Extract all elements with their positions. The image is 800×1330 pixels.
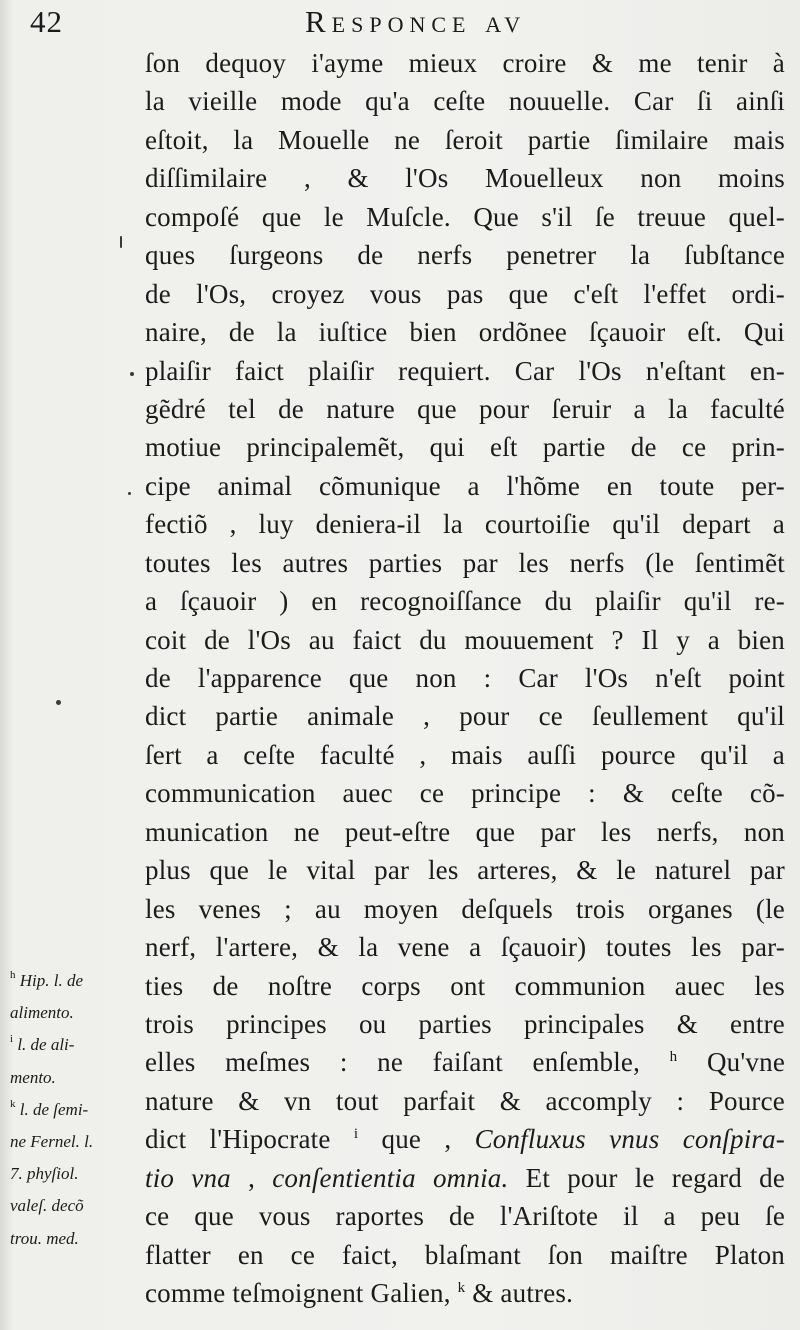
text-segment: Hip. l. de	[15, 971, 84, 990]
text-segment: gẽdré tel de nature que pour ſeruir a la faculté	[145, 393, 785, 424]
text-segment: conſentientia omnia.	[272, 1162, 509, 1193]
text-segment: ne Fernel. l.	[10, 1131, 94, 1151]
note-reference: h	[669, 1049, 678, 1066]
text-segment: valeſ. decõ	[10, 1196, 84, 1216]
text-line	[145, 813, 785, 851]
text-segment: l. de ali-	[13, 1035, 75, 1055]
text-segment: eſtoit, la Mouelle ne ſeroit partie ſimilaire mais	[145, 124, 785, 155]
note-reference: k	[10, 1097, 16, 1110]
text-line	[145, 697, 785, 735]
note-reference: h	[10, 969, 16, 981]
margin-note-line	[10, 1223, 146, 1255]
text-segment: ce que vous raportes de l'Ariſtote il a peu ſe	[145, 1201, 785, 1232]
text-segment: alimento.	[10, 1003, 74, 1023]
body-text	[145, 44, 785, 1312]
text-line	[145, 467, 785, 505]
text-segment: trois principes ou parties principales & entre	[145, 1008, 785, 1039]
text-line	[145, 1159, 785, 1197]
text-line	[145, 121, 785, 159]
page-number: 42	[30, 4, 63, 39]
margin-note-line	[10, 1029, 146, 1061]
margin-notes	[10, 965, 146, 1255]
text-segment: 7. phyſiol.	[10, 1164, 79, 1184]
margin-note-line	[10, 1062, 146, 1094]
text-segment: cipe animal cõmunique a l'hõme en toute per-	[145, 470, 785, 501]
text-line	[145, 428, 785, 466]
text-segment: elles meſmes : ne faiſant enſemble,	[145, 1047, 670, 1078]
text-line	[145, 1082, 785, 1120]
margin-note-line	[10, 1158, 146, 1190]
text-line	[145, 313, 785, 351]
note-reference: i	[10, 1033, 14, 1046]
text-segment: coit de l'Os au faict du mouuement ? Il y a bien	[145, 624, 785, 655]
text-line	[145, 544, 785, 582]
margin-note-line	[10, 1094, 146, 1126]
text-segment: Et pour le regard de	[508, 1162, 785, 1193]
margin-note-line	[10, 1126, 146, 1158]
text-segment: naire, de la iuſtice bien ordõnee ſçauoir eſt. Qui	[145, 317, 785, 348]
margin-note-line	[10, 1190, 146, 1222]
text-segment: de l'Os, croyez vous pas que c'eſt l'effet ordi-	[145, 278, 785, 309]
text-line	[145, 1197, 785, 1235]
text-segment: toutes les autres parties par les nerfs (le ſentimẽt	[145, 547, 785, 578]
text-segment: diſſimilaire , & l'Os Mouelleux non moins	[145, 163, 785, 194]
text-segment: nature & vn tout parfait & accomply : Pource	[145, 1085, 785, 1116]
text-segment: Qu'vne	[677, 1047, 785, 1078]
text-segment: dict partie animale , pour ce ſeullement qu'il	[145, 701, 785, 732]
text-line	[145, 352, 785, 390]
text-segment: ſon dequoy i'ayme mieux croire & me tenir à	[145, 48, 785, 78]
text-line	[145, 1120, 785, 1158]
text-line	[145, 621, 785, 659]
margin-note-line	[10, 997, 146, 1029]
text-segment: trou. med.	[10, 1228, 79, 1248]
text-segment: fectiõ , luy deniera-il la courtoiſie qu'il depart a	[145, 509, 785, 540]
text-line	[145, 736, 785, 774]
text-segment: les venes ; au moyen deſquels trois organes (le	[145, 893, 785, 924]
text-segment: plus que le vital par les arteres, & le naturel par	[145, 855, 785, 886]
text-segment: nerf, l'artere, & la vene a ſçauoir) toutes les par-	[145, 932, 785, 963]
text-segment: compoſé que le Muſcle. Que s'il ſe treuue quel-	[145, 201, 785, 232]
text-segment: a ſçauoir ) en recognoiſſance du plaiſir qu'il re-	[145, 586, 785, 617]
margin-note-line	[10, 965, 146, 997]
text-line	[145, 774, 785, 812]
text-line	[145, 851, 785, 889]
text-segment: flatter en ce faict, blaſmant ſon maiſtre Platon	[145, 1239, 785, 1270]
text-line	[145, 659, 785, 697]
text-segment: la vieille mode qu'a ceſte nouuelle. Car ſi ainſi	[145, 86, 785, 117]
text-line	[145, 236, 785, 274]
text-line	[145, 82, 785, 120]
running-head: Responce av	[305, 4, 527, 39]
text-line	[145, 1005, 785, 1043]
note-reference: i	[353, 1126, 359, 1143]
text-segment: motiue principalemẽt, qui eſt partie de ce prin-	[145, 432, 785, 463]
text-line	[145, 928, 785, 966]
text-segment: Confluxus vnus conſpira-	[474, 1124, 786, 1155]
text-line	[145, 275, 785, 313]
text-segment: ties de noſtre corps ont communion auec les	[145, 970, 785, 1001]
text-segment: mento.	[10, 1067, 56, 1087]
text-line	[145, 44, 785, 82]
text-line	[145, 890, 785, 928]
text-line	[145, 159, 785, 197]
text-line	[145, 1043, 785, 1081]
note-reference: k	[457, 1280, 466, 1296]
text-segment: ques ſurgeons de nerfs penetrer la ſubſtance	[145, 240, 785, 271]
text-segment: plaiſir faict plaiſir requiert. Car l'Os n'eſtant en-	[145, 355, 785, 386]
text-segment: munication ne peut-eſtre que par les nerfs, non	[145, 816, 785, 847]
text-segment: ſert a ceſte faculté , mais auſſi pource qu'il a	[145, 739, 785, 770]
text-line	[145, 967, 785, 1005]
text-line	[145, 505, 785, 543]
text-line	[145, 390, 785, 428]
text-segment: tio vna	[145, 1162, 231, 1193]
text-line	[145, 198, 785, 236]
text-line	[145, 1274, 785, 1312]
text-segment: & autres.	[465, 1278, 574, 1308]
text-segment: dict l'Hipocrate	[145, 1124, 354, 1155]
text-line	[145, 1236, 785, 1274]
text-line	[145, 582, 785, 620]
text-segment: l. de ſemi-	[15, 1099, 89, 1119]
text-segment: comme teſmoignent Galien,	[145, 1278, 458, 1308]
page-header	[0, 4, 800, 44]
text-segment: communication auec ce principe : & ceſte cõ-	[145, 778, 785, 809]
text-segment: ,	[230, 1162, 273, 1193]
text-segment: que ,	[358, 1124, 475, 1155]
text-segment: de l'apparence que non : Car l'Os n'eſt point	[145, 663, 785, 693]
